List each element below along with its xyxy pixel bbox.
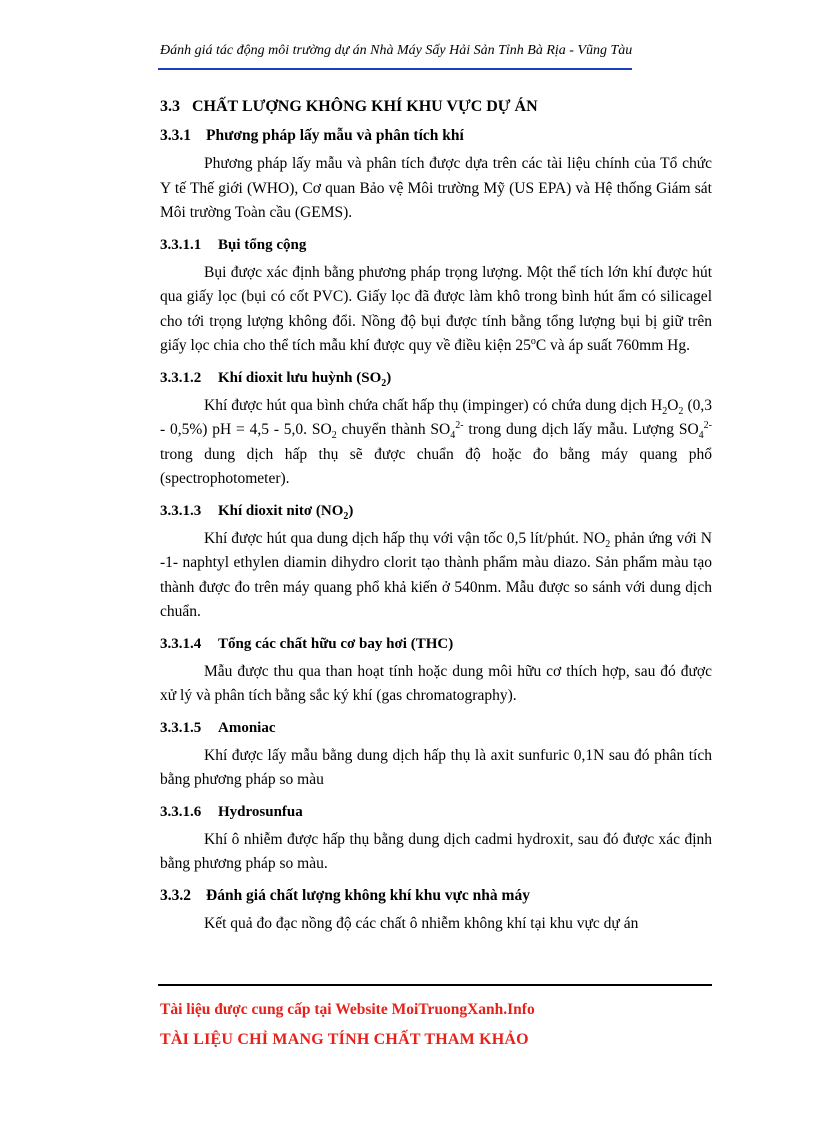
section-heading <box>160 94 712 120</box>
heading-number: 3.3.1.1 <box>160 236 202 253</box>
heading-number: 3.3.1.4 <box>160 635 202 652</box>
heading-title: Phương pháp lấy mẫu và phân tích khí <box>206 127 464 144</box>
heading-number: 3.3.1.3 <box>160 502 202 519</box>
header-rule <box>158 68 632 70</box>
heading-title: Khí dioxit nitơ $(NO_2)$ <box>218 502 354 522</box>
subsection-heading-3-3-1 <box>160 124 712 148</box>
subsection-heading-3-3-1-5 <box>160 716 712 740</box>
heading-number: 3.3.1.2 <box>160 369 202 386</box>
heading-title: Tổng các chất hữu cơ bay hơi (THC) <box>218 635 454 652</box>
paragraph-3-3-1-5: Khí được lấy mẫu bằng dung dịch hấp thụ là axit sunfuric 0,1N sau đó phân tích bằng phương pháp so màu <box>160 746 712 788</box>
heading-title: Khí dioxit lưu huỳnh $(SO_2)$ <box>218 369 392 389</box>
document-body <box>160 94 712 943</box>
footer-rule <box>158 984 712 986</box>
subsection-heading-3-3-2 <box>160 884 712 908</box>
subsection-heading-3-3-1-6 <box>160 800 712 824</box>
subsection-heading-3-3-1-2 <box>160 366 712 390</box>
paragraph-3-3-1-6: Khí ô nhiễm được hấp thụ bằng dung dịch cadmi hydroxit, sau đó được xác định bằng phương pháp so màu. <box>160 830 712 872</box>
heading-title: Amoniac <box>218 719 276 736</box>
subsection-heading-3-3-1-1 <box>160 233 712 257</box>
paragraph-3-3-1-2: Khí được hút qua bình chứa chất hấp thụ (impinger) có chứa dung dịch $H_2O_2$ (0,3 - 0,5%) pH = 4,5 - 5,0. $SO_2$ chuyển thành $SO_4^{2-}$ trong dung dịch lấy mẫu. Lượng $SO_4^{2-}$ trong dung dịch hấp thụ sẽ được chuẩn độ hoặc đo bằng máy quang phổ (spectrophotometer). <box>160 396 712 487</box>
heading-number: 3.3.1.5 <box>160 719 202 736</box>
paragraph-3-3-2: Kết quả đo đạc nồng độ các chất ô nhiễm không khí tại khu vực dự án <box>204 914 639 932</box>
heading-title: Hydrosunfua <box>218 803 303 820</box>
heading-title: Đánh giá chất lượng không khí khu vực nhà máy <box>206 886 530 904</box>
heading-number: 3.3.1 <box>160 127 191 144</box>
heading-number: 3.3.1.6 <box>160 803 202 820</box>
footer-disclaimer: TÀI LIỆU CHỈ MANG TÍNH CHẤT THAM KHẢO <box>160 1031 529 1048</box>
heading-title: Bụi tổng cộng <box>218 236 307 253</box>
section-number: 3.3 <box>160 98 180 115</box>
footer-source-note: Tài liệu được cung cấp tại Website MoiTruongXanh.Info <box>160 1001 535 1018</box>
subsection-heading-3-3-1-3 <box>160 499 712 523</box>
heading-number: 3.3.2 <box>160 886 191 904</box>
paragraph-3-3-1-4: Mẫu được thu qua than hoạt tính hoặc dung môi hữu cơ thích hợp, sau đó được xử lý và phân tích bằng sắc ký khí (gas chromatography). <box>160 662 712 704</box>
paragraph-3-3-1-1: Bụi được xác định bằng phương pháp trọng lượng. Một thể tích lớn khí được hút qua giấy lọc (bụi có cốt PVC). Giấy lọc đã được làm khô trong bình hút ẩm có silicagel cho tới trọng lượng không đổi. Nồng độ bụi được tính bằng tổng lượng bụi bị giữ trên giấy lọc chia cho thể tích mẫu khí được quy về điều kiện 25$^o$C và áp suất 760mm Hg. <box>160 263 712 354</box>
paragraph-3-3-1-3: Khí được hút qua dung dịch hấp thụ với vận tốc 0,5 lít/phút. $NO_2$ phản ứng với N -1- naphtyl ethylen diamin dihydro clorit tạo thành phẩm màu diazo. Sản phẩm màu tạo thành được đo trên máy quang phổ khả kiến ở 540nm. Mẫu được so sánh với dung dịch chuẩn. <box>160 529 712 620</box>
section-title: CHẤT LƯỢNG KHÔNG KHÍ KHU VỰC DỰ ÁN <box>192 98 538 115</box>
page-header: Đánh giá tác động môi trường dự án Nhà Máy Sấy Hải Sản Tỉnh Bà Rịa - Vũng Tàu <box>160 43 633 58</box>
subsection-heading-3-3-1-4 <box>160 632 712 656</box>
paragraph-3-3-1: Phương pháp lấy mẫu và phân tích được dựa trên các tài liệu chính của Tổ chức Y tế Thế giới (WHO), Cơ quan Bảo vệ Môi trường Mỹ (US EPA) và Hệ thống Giám sát Môi trường Toàn cầu (GEMS). <box>160 155 712 221</box>
